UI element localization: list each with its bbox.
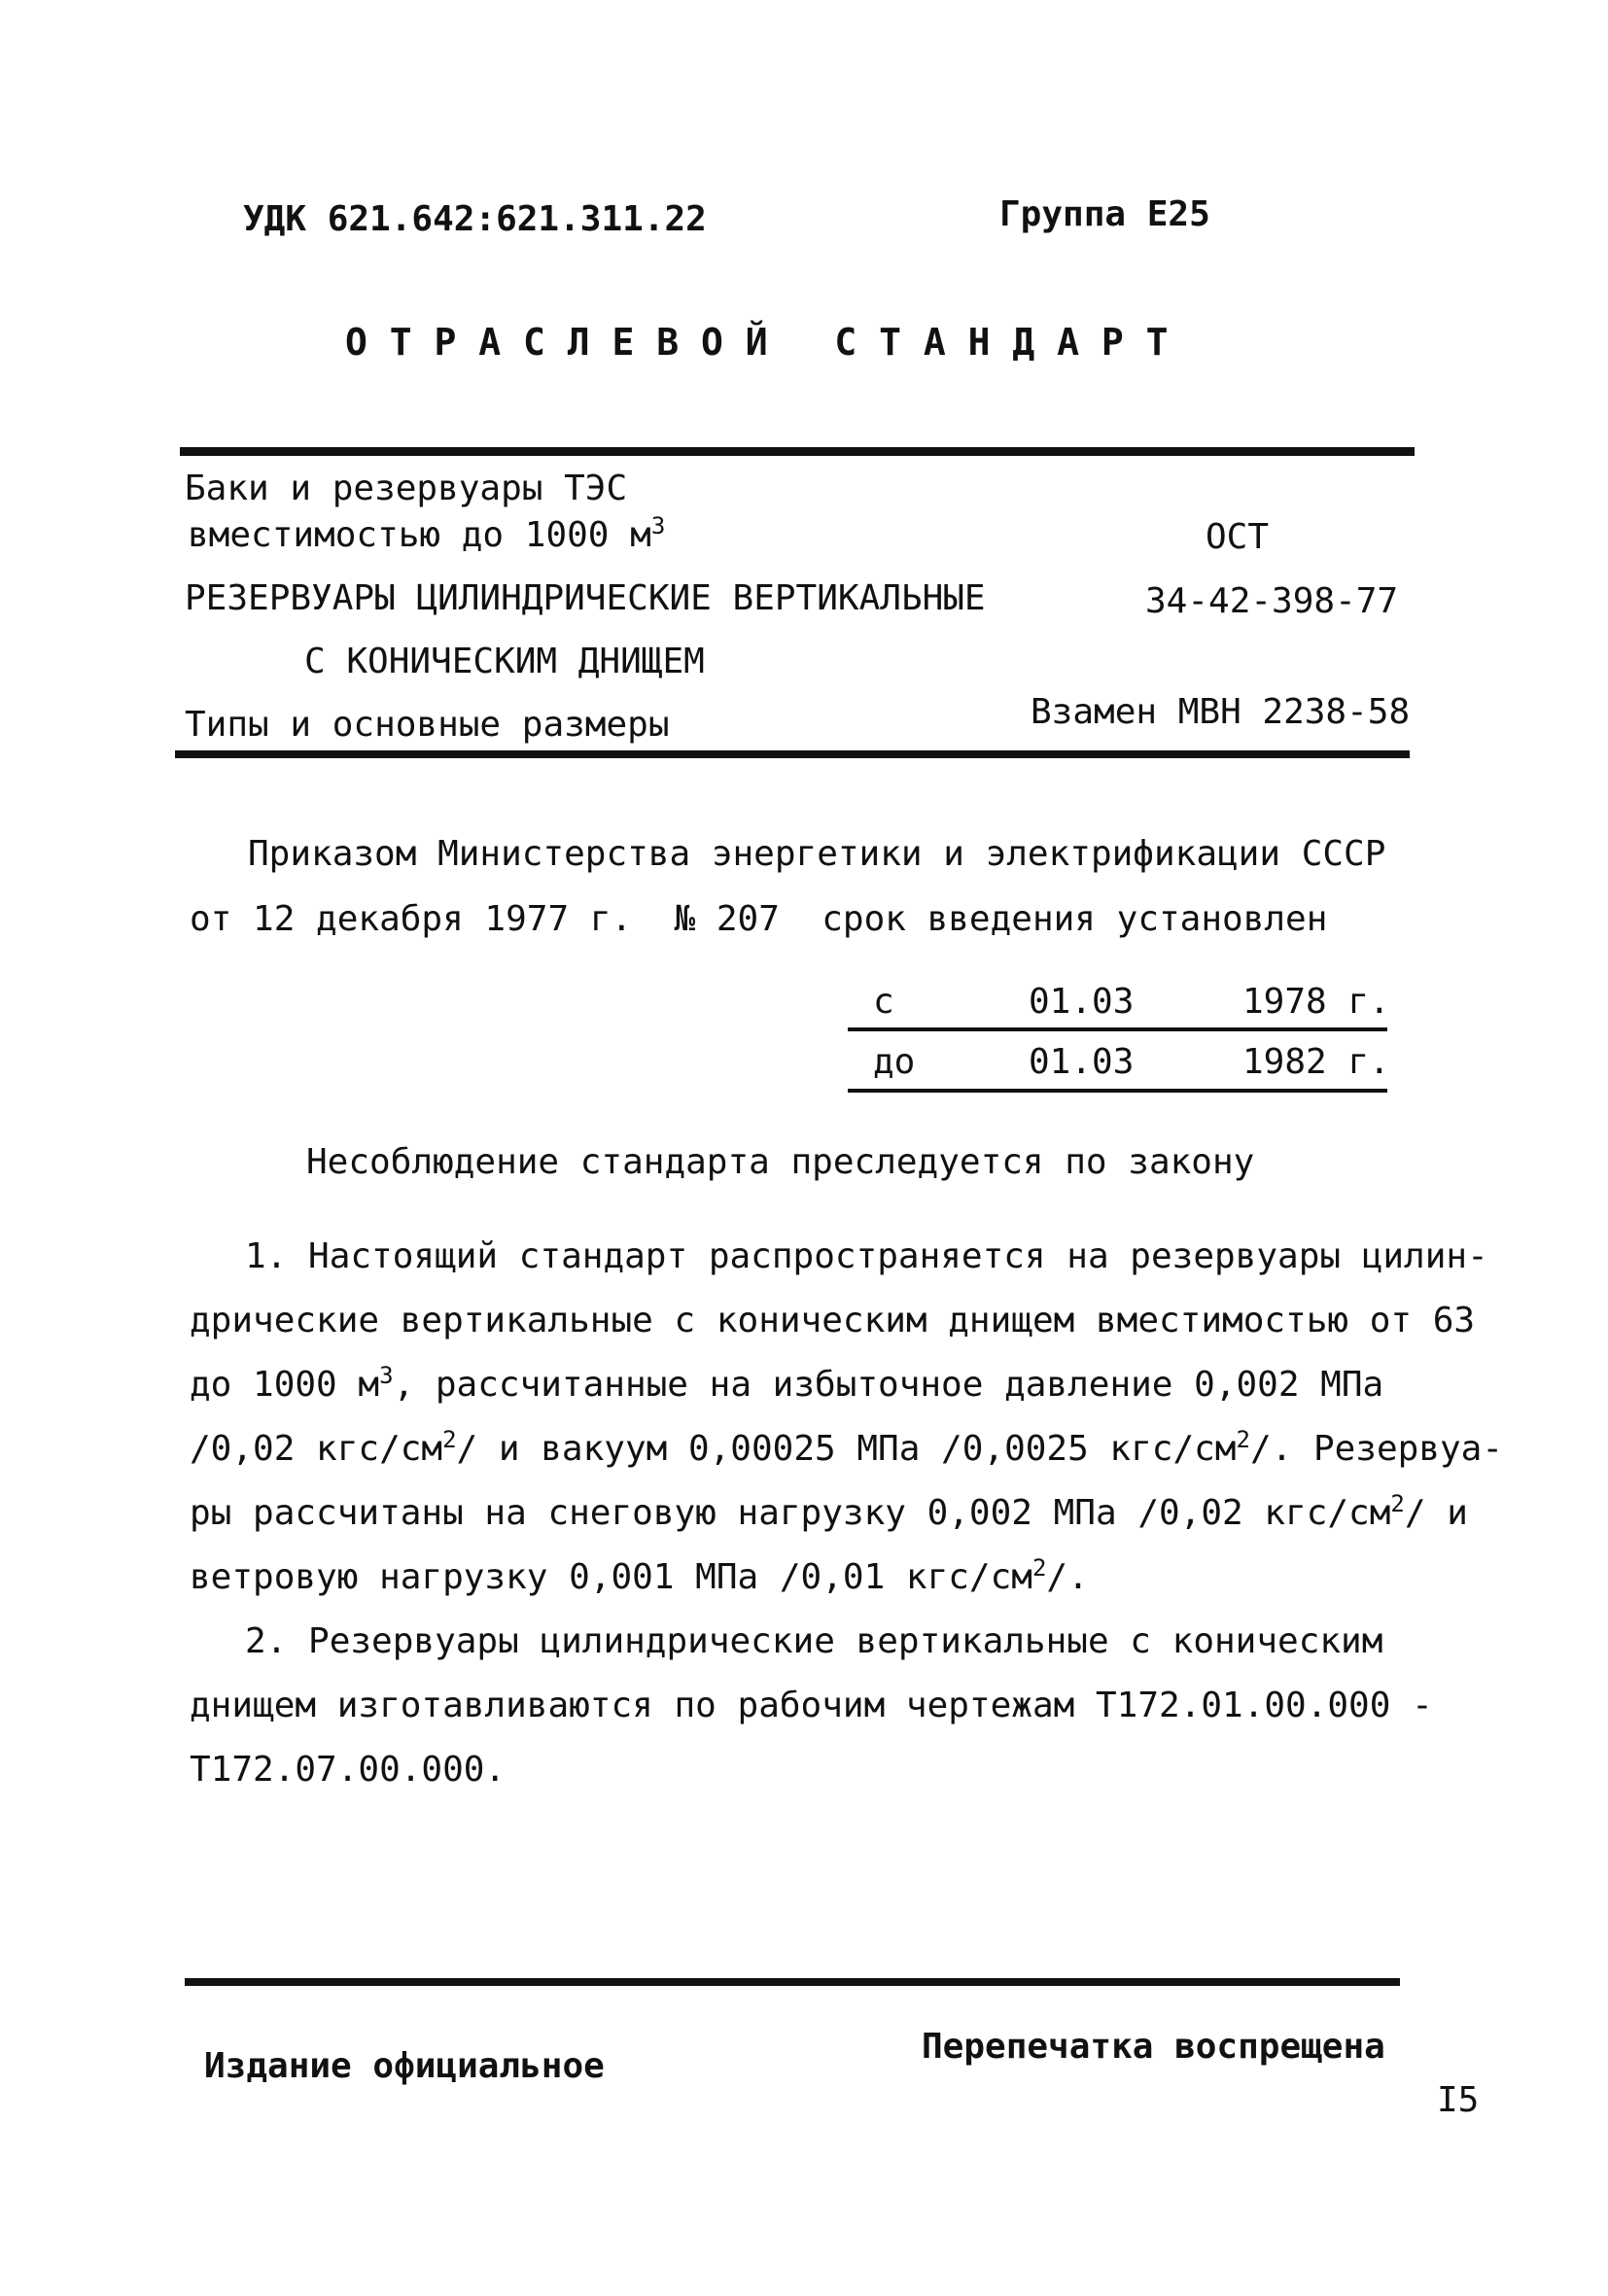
footer-rule <box>185 1978 1400 1986</box>
page-number: I5 <box>1437 2080 1480 2120</box>
title-line-2: вместимостью до 1000 $м^3$ <box>188 512 666 555</box>
para1-line-5: ры рассчитаны на снеговую нагрузку 0,002 МПа /0,02 кгс/$см^2/$ и <box>190 1490 1468 1533</box>
reprint-notice: Перепечатка воспрещена <box>922 2027 1385 2067</box>
title-block-bottom-rule <box>175 750 1410 758</box>
top-rule <box>180 447 1415 456</box>
para2-line-3: Т172.07.00.000. <box>190 1750 507 1790</box>
title-line-3: РЕЗЕРВУАРЫ ЦИЛИНДРИЧЕСКИЕ ВЕРТИКАЛЬНЫЕ <box>185 578 986 618</box>
group-code: Группа Е25 <box>999 194 1210 234</box>
para1-line-1: 1. Настоящий стандарт распространяется на резервуары цилин- <box>245 1236 1488 1276</box>
replaces-note: Взамен МВН 2238-58 <box>1031 692 1411 732</box>
edition-label: Издание официальное <box>204 2046 605 2086</box>
date-from-label: с <box>873 982 894 1022</box>
law-notice: Несоблюдение стандарта преследуется по закону <box>306 1142 1255 1182</box>
para2-line-1: 2. Резервуары цилиндрические вертикальные с коническим <box>245 1621 1383 1661</box>
date-to-year: 1982 г. <box>1242 1042 1390 1082</box>
para1-line-3: до 1000 $м^3$, рассчитанные на избыточное давление 0,002 МПа <box>190 1362 1384 1405</box>
para1-line-2: дрические вертикальные с коническим днищем вместимостью от 63 <box>190 1301 1476 1340</box>
udk-code: УДК 621.642:621.311.22 <box>243 199 707 239</box>
dates-middle-rule <box>848 1027 1387 1031</box>
dates-bottom-rule <box>848 1089 1387 1093</box>
date-to-value: 01.03 <box>1029 1042 1135 1082</box>
standard-title: О Т Р А С Л Е В О Й С Т А Н Д А Р Т <box>345 321 1169 364</box>
ost-number: 34-42-398-77 <box>1145 581 1399 621</box>
date-from-year: 1978 г. <box>1242 982 1390 1022</box>
para1-line-4: /0,02 кгс/$см^2/$ и вакуум 0,00025 МПа /0,0025 кгс/$см^2/$. Резервуа- <box>190 1426 1504 1469</box>
title-line-4: С КОНИЧЕСКИМ ДНИЩЕМ <box>304 642 705 681</box>
date-from-value: 01.03 <box>1029 982 1135 1022</box>
order-line-1: Приказом Министерства энергетики и электрификации СССР <box>248 834 1386 874</box>
para2-line-2: днищем изготавливаются по рабочим чертежам Т172.01.00.000 - <box>190 1686 1433 1725</box>
order-line-2: от 12 декабря 1977 г. № 207 срок введения установлен <box>190 899 1328 939</box>
para1-line-6: ветровую нагрузку 0,001 МПа /0,01 кгс/$см^2/$. <box>190 1554 1089 1597</box>
ost-label: ОСТ <box>1206 517 1270 557</box>
title-line-5: Типы и основные размеры <box>185 705 670 745</box>
date-to-label: до <box>873 1042 916 1082</box>
title-line-1: Баки и резервуары ТЭС <box>185 469 628 508</box>
